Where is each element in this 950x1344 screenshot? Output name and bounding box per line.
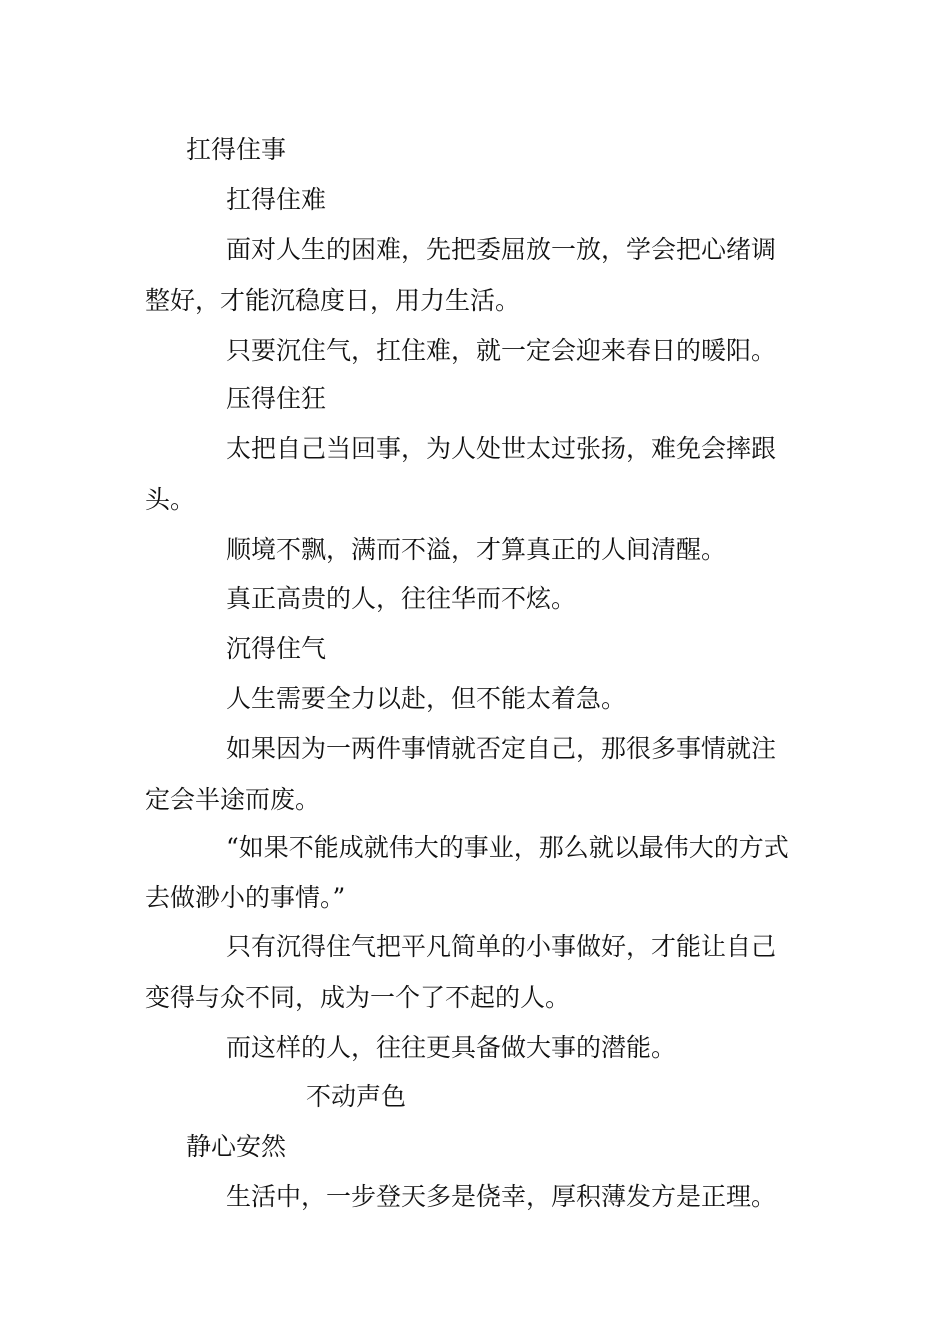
paragraph-line: 太把自己当回事，为人处世太过张扬，难免会摔跟 [226, 434, 777, 463]
paragraph-line: 面对人生的困难，先把委屈放一放，学会把心绪调 [226, 235, 777, 264]
section-heading: 静心安然 [186, 1132, 287, 1161]
sub-heading: 扛得住难 [226, 185, 327, 214]
paragraph-line: 变得与众不同，成为一个了不起的人。 [145, 983, 571, 1012]
paragraph-line: 整好，才能沉稳度日，用力生活。 [145, 286, 521, 315]
paragraph-line: 人生需要全力以赴，但不能太着急。 [226, 684, 627, 713]
paragraph-line: 只有沉得住气把平凡简单的小事做好，才能让自己 [226, 932, 777, 961]
paragraph-line: 只要沉住气，扛住难，就一定会迎来春日的暖阳。 [226, 336, 777, 365]
quote-line: “如果不能成就伟大的事业，那么就以最伟大的方式 [226, 833, 789, 862]
sub-heading: 压得住狂 [226, 384, 327, 413]
sub-heading: 沉得住气 [226, 634, 327, 663]
section-heading: 扛得住事 [186, 135, 287, 164]
paragraph-line: 生活中，一步登天多是侥幸，厚积薄发方是正理。 [226, 1182, 777, 1211]
centered-heading: 不动声色 [306, 1082, 407, 1111]
paragraph-line: 真正高贵的人，往往华而不炫。 [226, 584, 577, 613]
paragraph-line: 顺境不飘，满而不溢，才算真正的人间清醒。 [226, 535, 727, 564]
paragraph-line: 定会半途而废。 [145, 785, 321, 814]
paragraph-line: 如果因为一两件事情就否定自己，那很多事情就注 [226, 734, 777, 763]
paragraph-line: 头。 [145, 485, 196, 514]
quote-line: 去做渺小的事情。” [145, 883, 346, 912]
paragraph-line: 而这样的人，往往更具备做大事的潜能。 [226, 1033, 677, 1062]
